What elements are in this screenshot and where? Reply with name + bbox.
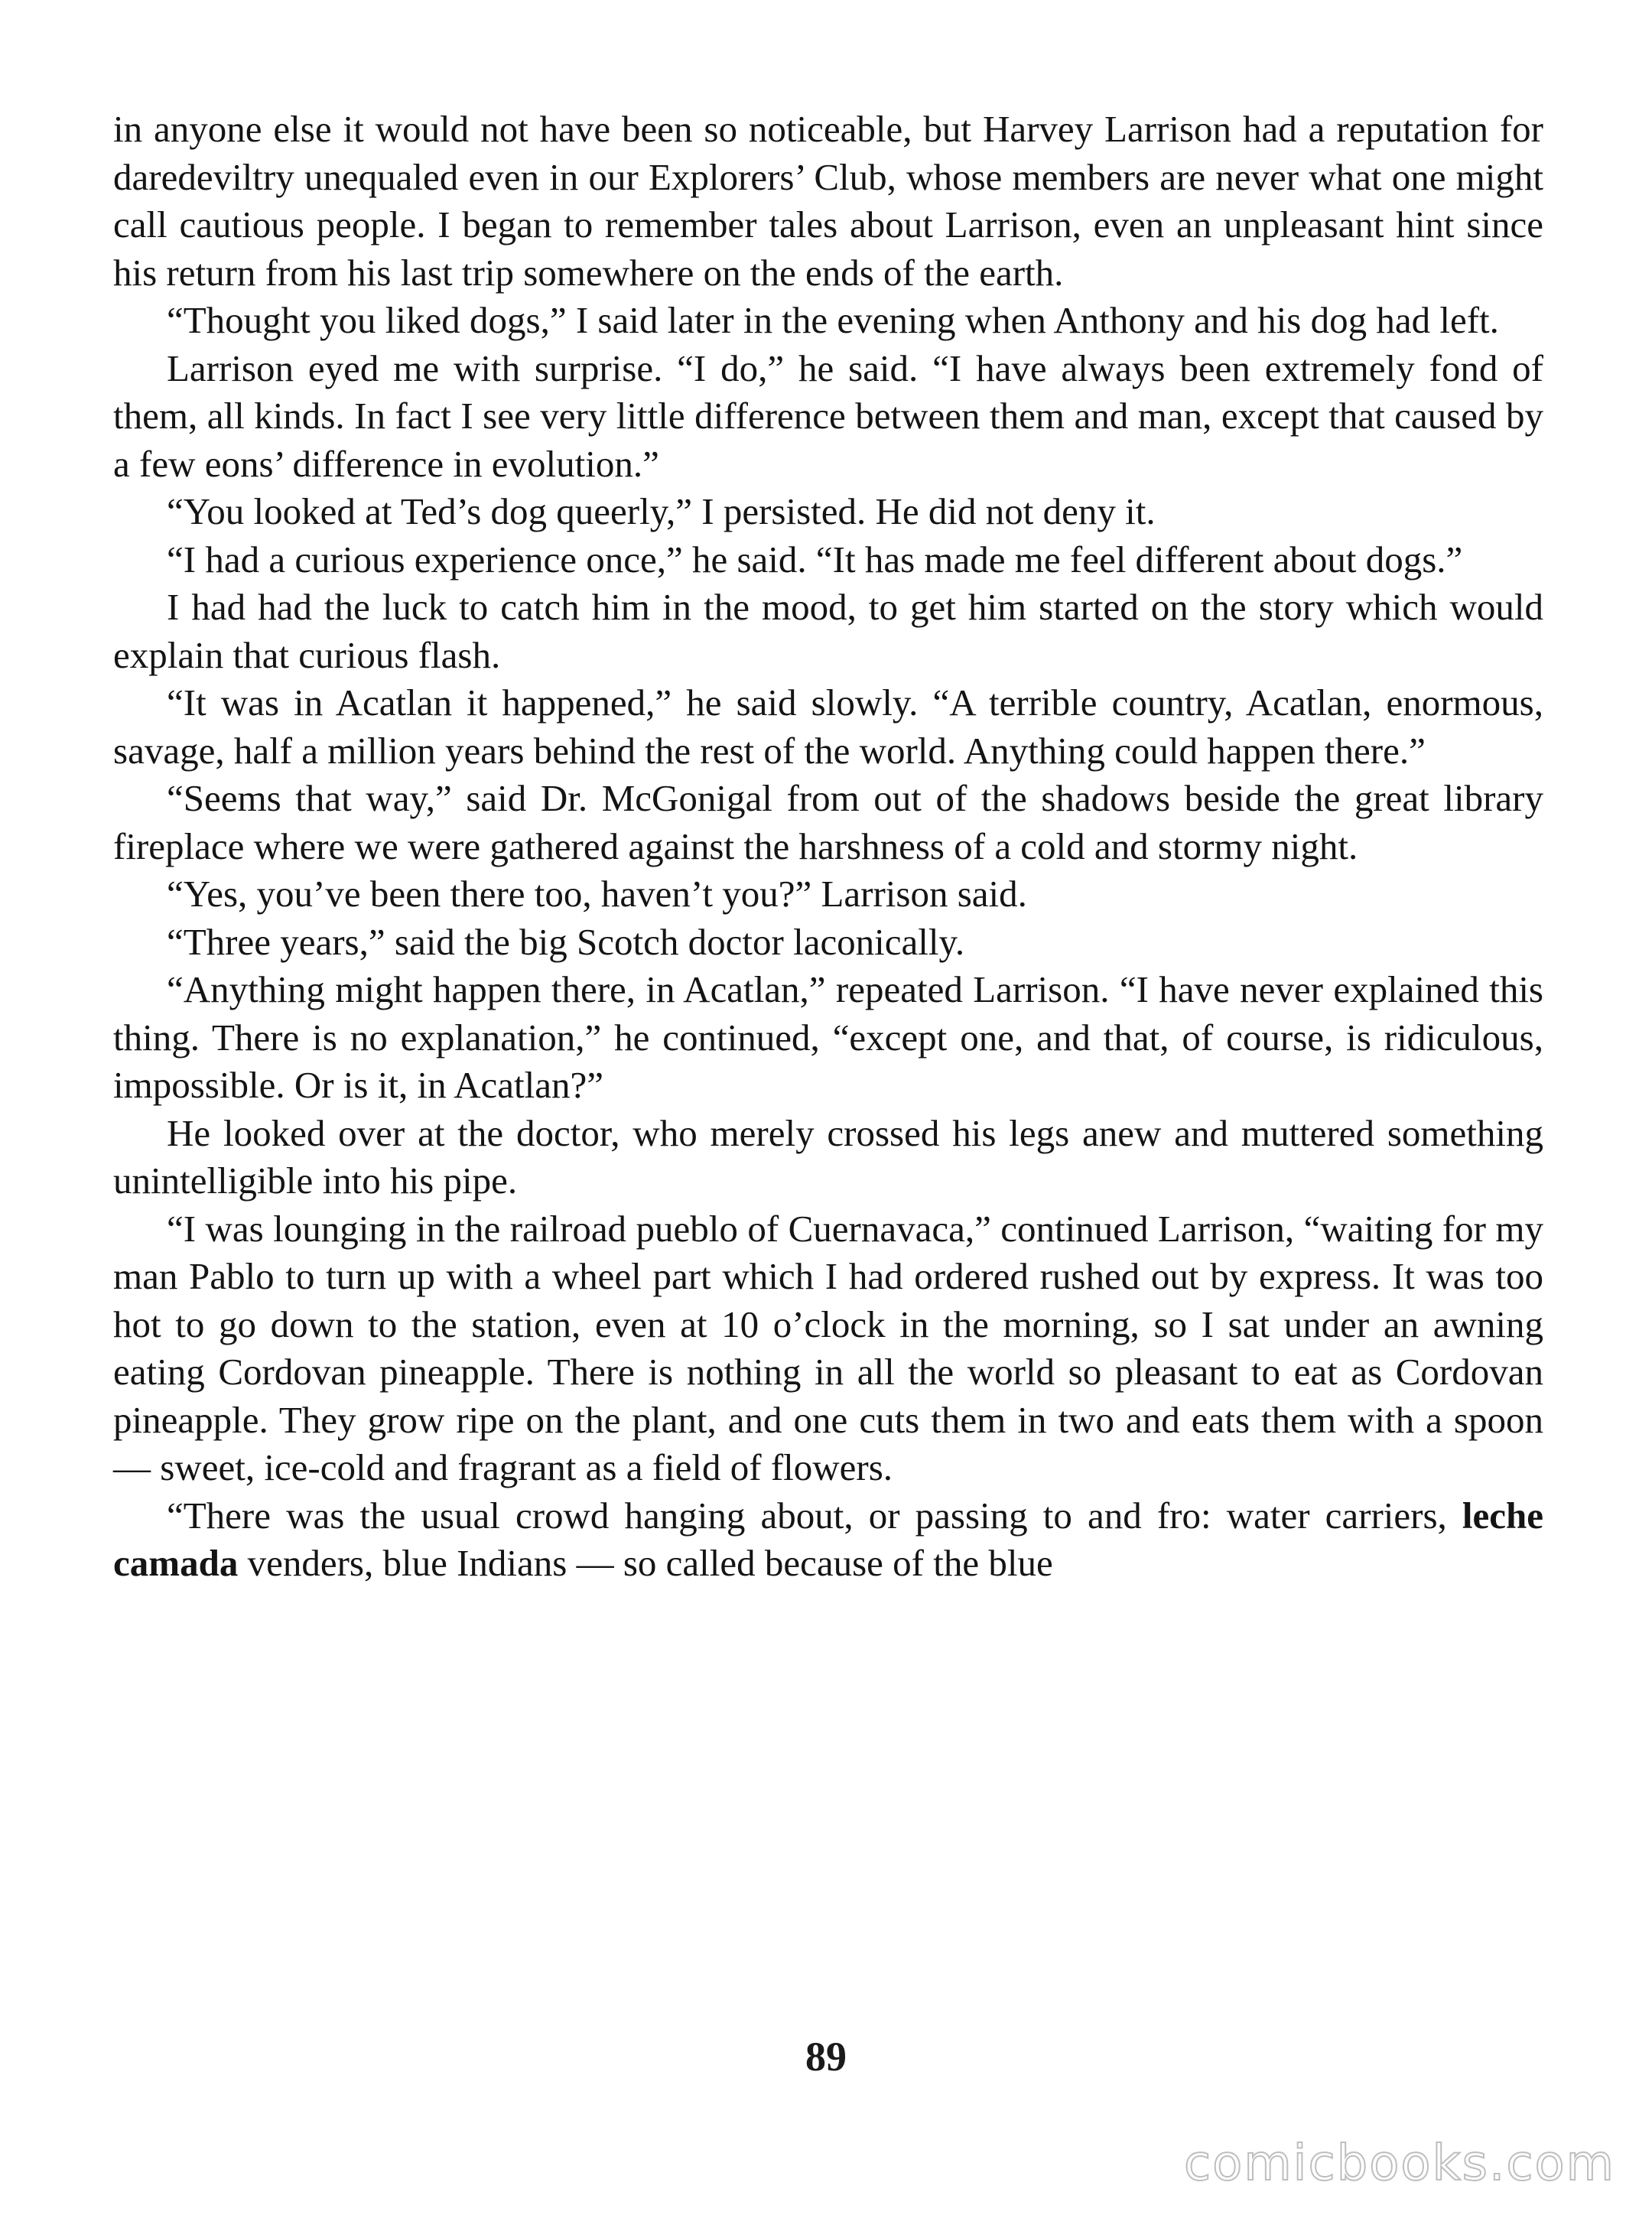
paragraph: “Anything might happen there, in Acatlan,” repeated Larrison. “I have never explained this thing. There is no explanation,” he continued, “except one, and that, of course, is ridiculous, impossible. Or is it, in Acatlan?” <box>113 968 1543 1106</box>
paragraph: Larrison eyed me with surprise. “I do,” he said. “I have always been extremely fond of them, all kinds. In fact I see very little difference between them and man, except that caused by a few eons’ difference in evolution.” <box>113 346 1543 485</box>
watermark: comicbooks.com <box>1183 2135 1615 2192</box>
body-text <box>113 106 1543 1588</box>
paragraph: “It was in Acatlan it happened,” he said slowly. “A terrible country, Acatlan, enormous, savage, half a million years behind the rest of the world. Anything could happen there.” <box>113 681 1543 772</box>
bold-phrase: leche camada <box>113 1494 1543 1584</box>
paragraph: “I had a curious experience once,” he said. “It has made me feel different about dogs.” <box>167 538 1463 581</box>
paragraph-continuation: in anyone else it would not have been so noticeable, but Harvey Larrison had a reputation for daredeviltry unequaled even in our Explorers’ Club, whose members are never what one might call cautious people. I began to remember tales about Larrison, even an unpleasant hint since his return from his last trip somewhere on the ends of the earth. <box>113 108 1543 294</box>
page-number: 89 <box>805 2034 847 2080</box>
paragraph: “Seems that way,” said Dr. McGonigal from out of the shadows beside the great library fireplace where we were gathered against the harshness of a cold and stormy night. <box>113 777 1543 867</box>
paragraph: “Three years,” said the big Scotch doctor laconically. <box>167 920 965 963</box>
paragraph: “Thought you liked dogs,” I said later in the evening when Anthony and his dog had left. <box>167 299 1499 341</box>
paragraph-text: venders, blue Indians — so called because of the blue <box>238 1542 1053 1584</box>
paragraph: “I was lounging in the railroad pueblo of Cuernavaca,” continued Larrison, “waiting for my man Pablo to turn up with a wheel part which I had ordered rushed out by express. It was too hot to go down to the station, even at 10 o’clock in the morning, so I sat under an awning eating Cordovan pineapple. There is nothing in all the world so pleasant to eat as Cordovan pineapple. They grow ripe on the plant, and one cuts them in two and eats them with a spoon — sweet, ice-cold and fragrant as a field of flowers. <box>113 1207 1543 1488</box>
paragraph-text: “There was the usual crowd hanging about, or passing to and fro: water carriers, <box>167 1494 1462 1537</box>
paragraph: He looked over at the doctor, who merely crossed his legs anew and muttered something unintelligible into his pipe. <box>113 1111 1543 1202</box>
paragraph: “You looked at Ted’s dog queerly,” I persisted. He did not deny it. <box>167 490 1156 532</box>
paragraph: “Yes, you’ve been there too, haven’t you?” Larrison said. <box>167 873 1027 915</box>
paragraph: I had had the luck to catch him in the mood, to get him started on the story which would explain that curious flash. <box>113 586 1543 676</box>
paragraph-last <box>113 1492 1543 1588</box>
